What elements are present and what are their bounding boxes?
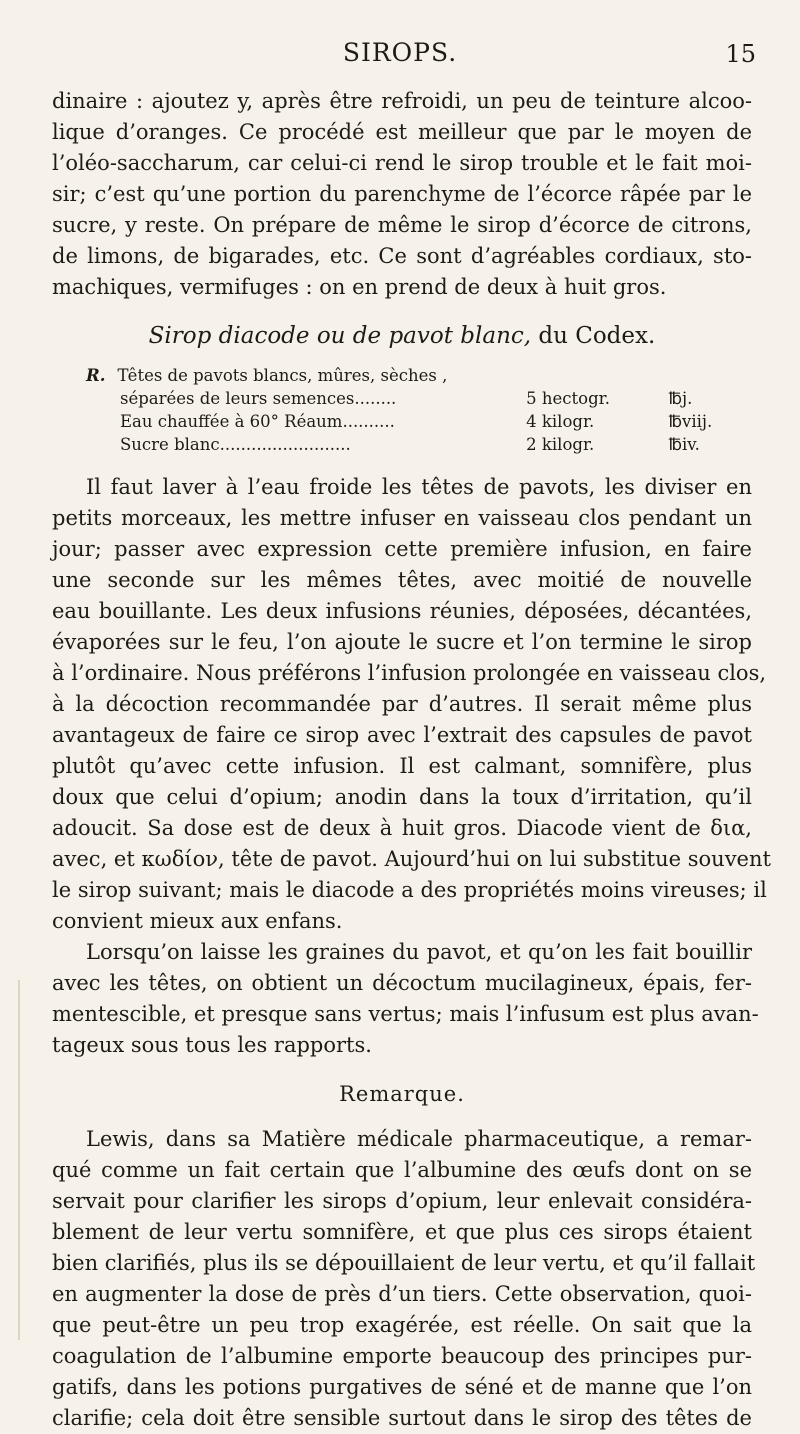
paragraph-seeds	[52, 937, 759, 1061]
paragraph-remark	[52, 1124, 756, 1434]
running-title: SIROPS.	[342, 38, 458, 67]
text-line: l’oléo-saccharum, car celui-ci rend le sirop trouble et le fait moi-	[52, 151, 752, 175]
text-line: clarifie; cela doit être sensible surtout dans le sirop des têtes de	[52, 1406, 752, 1430]
binding-shadow	[18, 980, 20, 1340]
text-line: bien clarifiés, plus ils se dépouillaient de leur vertu, et qu’il fallait	[52, 1251, 756, 1275]
text-line: sucre, y reste. On prépare de même le sirop d’écorce de citrons,	[52, 213, 752, 237]
recipe-ingredient: Eau chauffée à 60° Réaum..........	[120, 412, 395, 431]
heading-title: Sirop diacode ou de pavot blanc,	[148, 323, 532, 349]
text-line: avec, et κωδίον, tête de pavot. Aujourd’hui on lui substitue souvent	[52, 847, 771, 871]
recipe-ingredient: Sucre blanc.........................	[120, 435, 351, 454]
text-line: une seconde sur les mêmes têtes, avec moitié de nouvelle	[52, 568, 752, 592]
recipe-ingredient: Têtes de pavots blancs, mûres, sèches ,	[117, 366, 448, 385]
recipe-quantity: 5 hectogr.	[526, 389, 610, 408]
text-line: à la décoction recommandée par d’autres. Il serait même plus	[52, 692, 752, 716]
text-line: gatifs, dans les potions purgatives de séné et de manne que l’on	[52, 1375, 752, 1399]
text-line: coagulation de l’albumine emporte beaucoup des principes pur-	[52, 1344, 752, 1368]
recipe-old-measure: ℔iv.	[668, 435, 700, 454]
text-line: à l’ordinaire. Nous préférons l’infusion prolongée en vaisseau clos,	[52, 661, 767, 685]
text-line: Il faut laver à l’eau froide les têtes de pavots, les diviser en	[86, 475, 752, 499]
recipe-old-measure: ℔j.	[668, 389, 693, 408]
text-line: le sirop suivant; mais le diacode a des propriétés moins vireuses; il	[52, 878, 767, 902]
text-line: dinaire : ajoutez y, après être refroidi, un peu de teinture alcoo-	[52, 89, 752, 113]
recipe-ingredient: séparées de leurs semences........	[120, 389, 397, 408]
recipe-row	[52, 433, 752, 456]
text-line: servait pour clarifier les sirops d’opium, leur enlevait considéra-	[52, 1189, 752, 1213]
text-line: avec les têtes, on obtient un décoctum mucilagineux, épais, fer-	[52, 971, 752, 995]
recipe-first-line	[52, 364, 752, 387]
text-line: jour; passer avec expression cette première infusion, en faire	[52, 537, 752, 561]
page-body	[52, 86, 771, 1434]
recipe-row	[52, 410, 752, 433]
text-line: adoucit. Sa dose est de deux à huit gros. Diacode vient de δια,	[52, 816, 752, 840]
recipe-row	[52, 387, 752, 410]
text-line: sir; c’est qu’une portion du parenchyme de l’écorce râpée par le	[52, 182, 752, 206]
remark-heading: Remarque.	[339, 1082, 465, 1106]
text-line: lique d’oranges. Ce procédé est meilleur que par le moyen de	[52, 120, 752, 144]
section-heading	[52, 321, 752, 352]
text-line: avantageux de faire ce sirop avec l’extrait des capsules de pavot	[52, 723, 752, 747]
heading-source: du Codex.	[538, 323, 656, 349]
intro-paragraph	[52, 86, 752, 303]
text-line: en augmenter la dose de près d’un tiers. Cette observation, quoi-	[52, 1282, 752, 1306]
recipe-table	[52, 364, 752, 456]
text-line: eau bouillante. Les deux infusions réunies, déposées, décantées,	[52, 599, 752, 623]
text-line: convient mieux aux enfans.	[52, 909, 343, 933]
text-line: évaporées sur le feu, l’on ajoute le sucre et l’on termine le sirop	[52, 630, 752, 654]
text-line: mentescible, et presque sans vertus; mais l’infusum est plus avan-	[52, 1002, 759, 1026]
text-line: tageux sous tous les rapports.	[52, 1033, 372, 1057]
text-line: machiques, vermifuges : on en prend de deux à huit gros.	[52, 275, 667, 299]
text-line: Lewis, dans sa Matière médicale pharmaceutique, a remar-	[86, 1127, 752, 1151]
text-line: doux que celui d’opium; anodin dans la toux d’irritation, qu’il	[52, 785, 752, 809]
recipe-quantity: 2 kilogr.	[526, 435, 595, 454]
text-line: que peut-être un peu trop exagérée, est réelle. On sait que la	[52, 1313, 752, 1337]
text-line: plutôt qu’avec cette infusion. Il est calmant, somnifère, plus	[52, 754, 752, 778]
paragraph-preparation	[52, 472, 771, 937]
recipe-quantity: 4 kilogr.	[526, 412, 595, 431]
text-line: blement de leur vertu somnifère, et que plus ces sirops étaient	[52, 1220, 752, 1244]
text-line: Lorsqu’on laisse les graines du pavot, et qu’on les fait bouillir	[86, 940, 752, 964]
text-line: de limons, de bigarades, etc. Ce sont d’agréables cordiaux, sto-	[52, 244, 752, 268]
recipe-old-measure: ℔viij.	[668, 412, 713, 431]
page-header	[0, 38, 800, 78]
recipe-marker: R.	[86, 366, 106, 385]
page-number: 15	[725, 40, 756, 68]
text-line: petits morceaux, les mettre infuser en vaisseau clos pendant un	[52, 506, 752, 530]
text-line: qué comme un fait certain que l’albumine des œufs dont on se	[52, 1158, 752, 1182]
